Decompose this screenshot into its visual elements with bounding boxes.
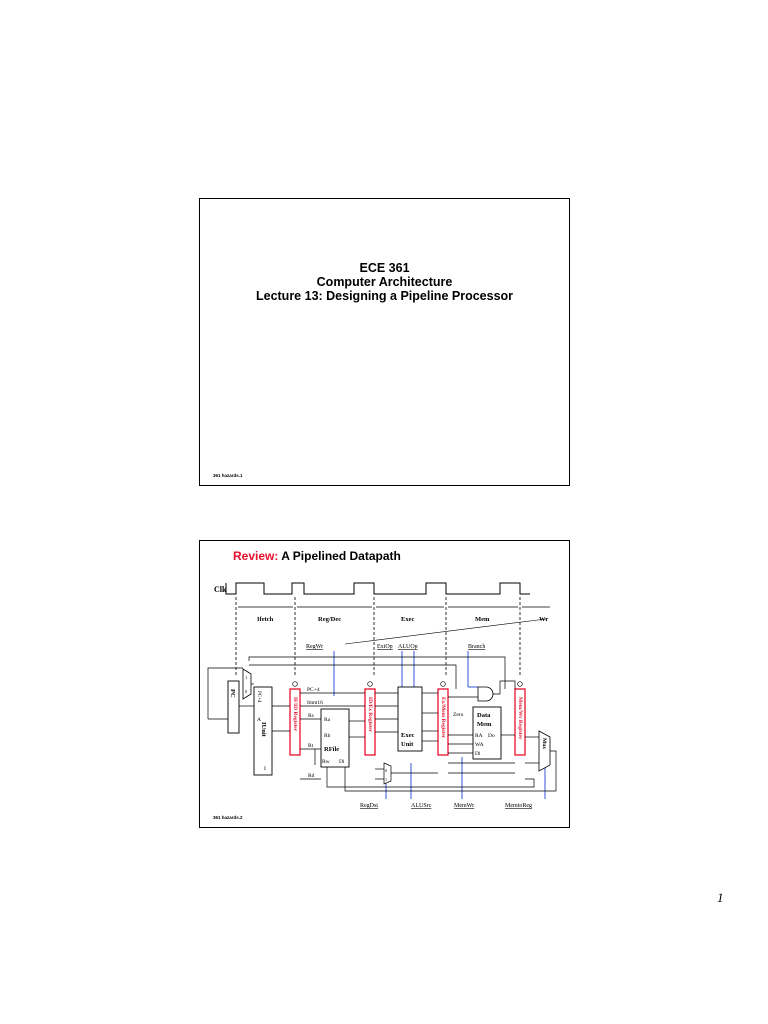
pc-mux [243,669,251,699]
stage-mem: Mem [475,616,490,623]
rfile-di: Di [339,759,345,765]
ifid-rs: Rs [308,713,314,719]
data-mem-label-2: Mem [477,721,492,728]
mux-label: Mux [541,738,547,749]
data-mem-label-1: Data [477,712,491,719]
iunit-pc4-label: PC+4 [256,691,261,703]
zero-label: Zero [453,712,464,718]
stage-regdec: Reg/Dec [318,616,342,623]
regdst-mux-sel-0: 0 [385,768,387,773]
branch-and-gate [478,687,493,701]
regdst-mux-sel-1: 1 [385,777,387,782]
page-number: 1 [717,890,724,905]
rfile-rb: Rb [324,733,331,739]
slide-1 [199,198,570,486]
control-memtoreg: MemtoReg [505,803,532,809]
stage-wr: Wr [539,616,549,623]
slide-1-footer: 361 hazards.1 [213,473,243,478]
rfile-ra: Ra [324,717,331,723]
ifid-rd: Rd [308,773,315,779]
clock-waveform [226,583,530,594]
course-name: Computer Architecture [316,275,453,289]
pipelined-datapath-diagram [200,541,571,829]
lecture-title: Lecture 13: Designing a Pipeline Processor [255,289,514,303]
slide-2 [199,540,570,828]
control-regdst: RegDst [360,803,378,809]
title-prefix: Review: [233,549,279,563]
slide-1-title [200,261,569,303]
clock-label: Clk [214,585,227,594]
memtoreg-mux [539,731,550,771]
pc-label: PC [229,689,236,698]
control-extop: ExtOp [377,644,393,650]
stage-ifetch: Ifetch [257,616,274,623]
ifid-imm16: Imm16 [307,700,323,706]
memwr-register-label: Mem/Wr Register [517,697,523,740]
control-aluop: ALUOp [398,644,418,650]
control-regwr: RegWr [306,644,324,650]
pc-mux-sel-0: 0 [245,689,248,694]
exmem-register-label: Ex/Mem Register [440,697,446,739]
stage-boundaries [236,597,520,676]
exec-unit-label-1: Exec [401,732,415,739]
mem-di: Di [475,751,481,757]
stage-exec: Exec [401,616,415,623]
ifid-rt: Rt [308,743,314,749]
control-branch: Branch [468,644,486,650]
mem-do: Do [488,733,495,739]
rfile-rw: Rw [322,759,330,765]
rfile-label: RFile [324,746,340,753]
idex-register-label: ID/Ex Register [367,697,373,732]
control-alusrc: ALUSrc [411,803,432,809]
iunit-label: IUnit [260,722,267,737]
pc-mux-sel-1: 1 [245,675,248,680]
iunit-i-label: I [264,766,266,772]
exec-unit-label-2: Unit [401,741,414,748]
ifid-pc4: PC+4 [307,687,320,693]
mem-ra: RA [475,733,483,739]
mem-wa: WA [475,742,484,748]
ifid-register-label: IF/ID Register [292,697,298,732]
course-code: ECE 361 [359,261,410,275]
slide-2-footer: 361 hazards.2 [213,815,243,820]
title-rest: A Pipelined Datapath [278,549,401,563]
control-memwr: MemWr [454,803,475,809]
iunit-a-label: A [257,717,261,723]
